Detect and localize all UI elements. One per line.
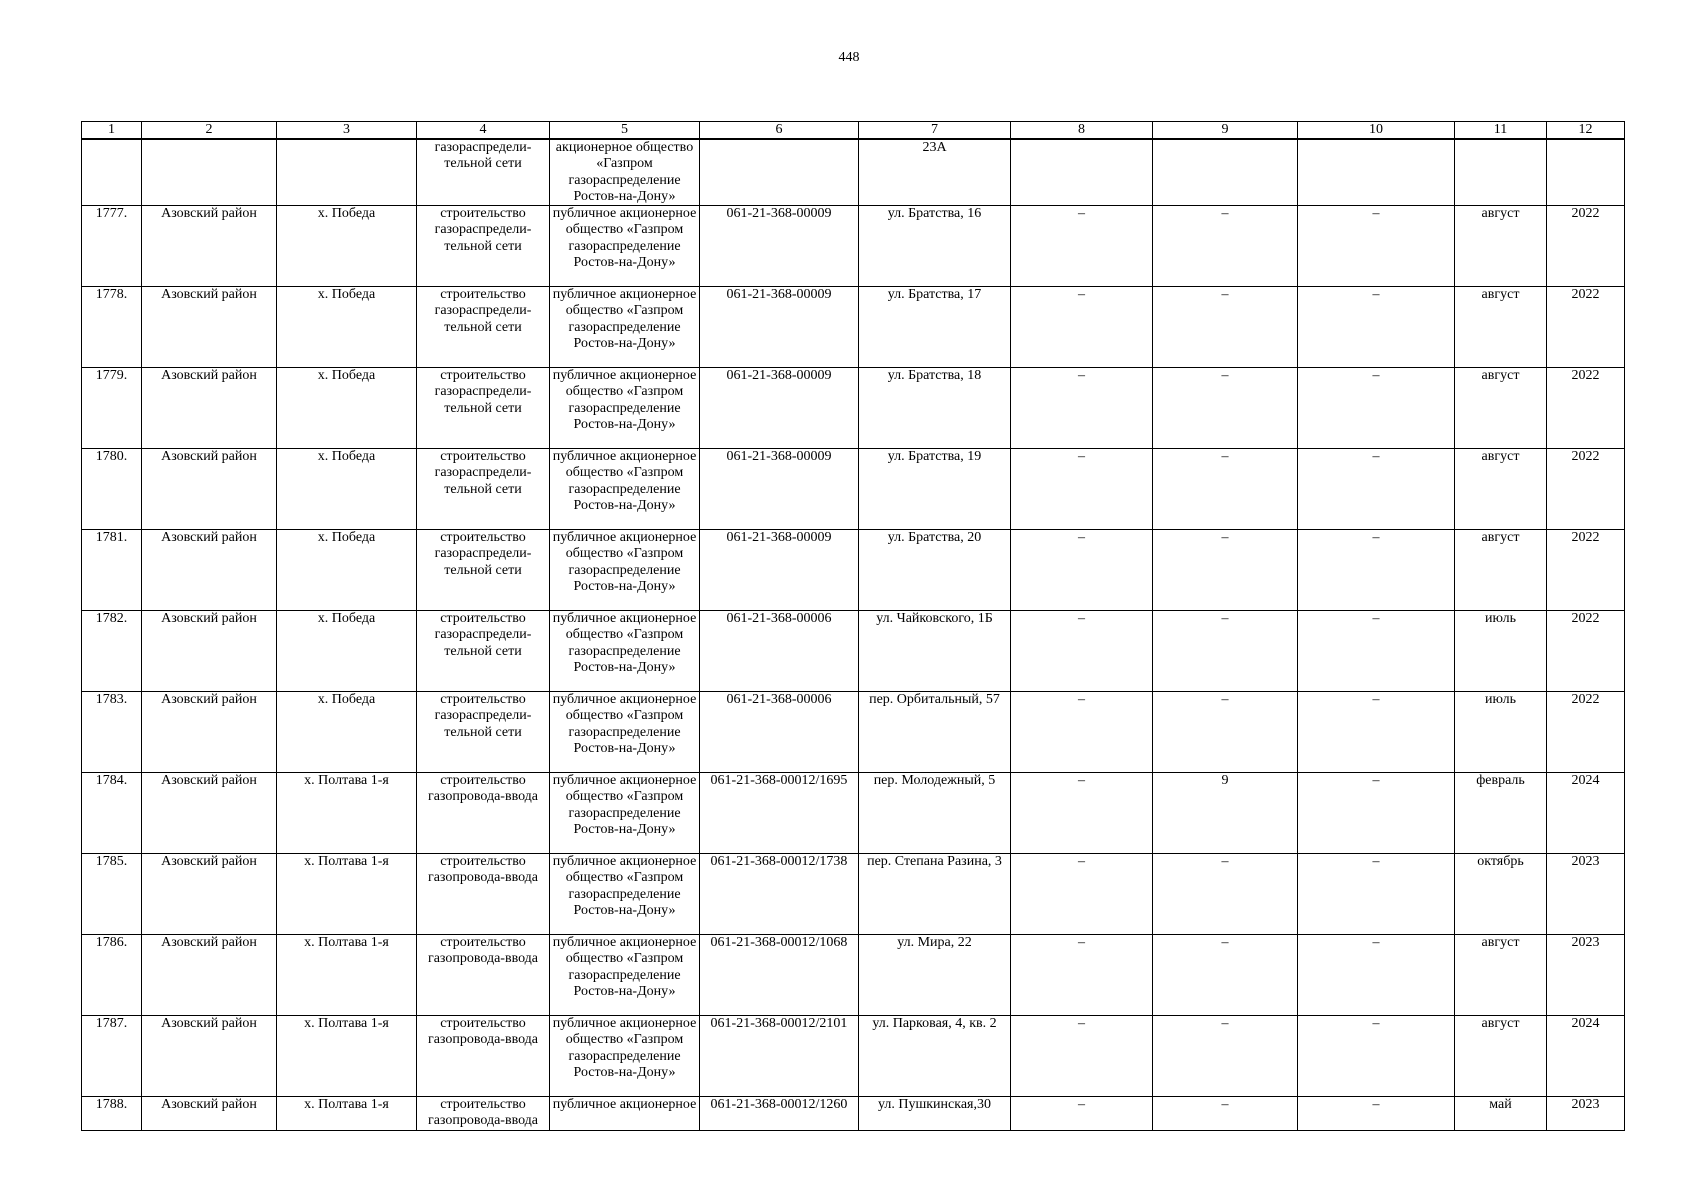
cell-district: Азовский район xyxy=(142,1016,277,1097)
cell-address: ул. Братства, 18 xyxy=(859,368,1011,449)
cell-district xyxy=(142,139,277,206)
cell-organization: публичное акционерное общество «Газпром газораспределение Ростов-на-Дону» xyxy=(550,611,700,692)
column-header: 8 xyxy=(1011,122,1153,140)
cell-col9: – xyxy=(1153,530,1298,611)
cell-address: ул. Мира, 22 xyxy=(859,935,1011,1016)
cell-number: 1780. xyxy=(82,449,142,530)
cell-work: строительство газораспредели-тельной сети xyxy=(417,530,550,611)
cell-month xyxy=(1455,139,1547,206)
cell-work: строительство газопровода-ввода xyxy=(417,773,550,854)
cell-year: 2024 xyxy=(1547,1016,1625,1097)
cell-col8: – xyxy=(1011,287,1153,368)
cell-work: газораспредели-тельной сети xyxy=(417,139,550,206)
cell-code: 061-21-368-00006 xyxy=(700,611,859,692)
cell-district: Азовский район xyxy=(142,206,277,287)
cell-settlement: х. Победа xyxy=(277,692,417,773)
cell-col10: – xyxy=(1298,287,1455,368)
cell-col9: – xyxy=(1153,611,1298,692)
cell-district: Азовский район xyxy=(142,935,277,1016)
cell-col8: – xyxy=(1011,1016,1153,1097)
cell-organization: публичное акционерное общество «Газпром газораспределение Ростов-на-Дону» xyxy=(550,449,700,530)
cell-district: Азовский район xyxy=(142,530,277,611)
cell-year: 2024 xyxy=(1547,773,1625,854)
column-header: 12 xyxy=(1547,122,1625,140)
cell-code: 061-21-368-00009 xyxy=(700,530,859,611)
cell-work: строительство газораспредели-тельной сети xyxy=(417,611,550,692)
cell-address: ул. Братства, 19 xyxy=(859,449,1011,530)
cell-address: ул. Братства, 20 xyxy=(859,530,1011,611)
cell-organization: публичное акционерное общество «Газпром газораспределение Ростов-на-Дону» xyxy=(550,287,700,368)
cell-col10: – xyxy=(1298,773,1455,854)
cell-organization: публичное акционерное общество «Газпром газораспределение Ростов-на-Дону» xyxy=(550,854,700,935)
cell-organization: публичное акционерное общество «Газпром газораспределение Ростов-на-Дону» xyxy=(550,692,700,773)
cell-organization: публичное акционерное общество «Газпром газораспределение Ростов-на-Дону» xyxy=(550,935,700,1016)
table-row xyxy=(82,611,1625,692)
column-header: 1 xyxy=(82,122,142,140)
cell-work: строительство газораспредели-тельной сети xyxy=(417,449,550,530)
cell-col10: – xyxy=(1298,1016,1455,1097)
table-row xyxy=(82,530,1625,611)
table-row xyxy=(82,773,1625,854)
cell-month: февраль xyxy=(1455,773,1547,854)
cell-settlement: х. Полтава 1-я xyxy=(277,773,417,854)
cell-district: Азовский район xyxy=(142,368,277,449)
column-number-row xyxy=(82,122,1625,140)
cell-address: ул. Братства, 16 xyxy=(859,206,1011,287)
cell-col10 xyxy=(1298,139,1455,206)
cell-col9: – xyxy=(1153,206,1298,287)
table-row xyxy=(82,206,1625,287)
column-header: 7 xyxy=(859,122,1011,140)
table-row xyxy=(82,935,1625,1016)
table-row xyxy=(82,287,1625,368)
cell-organization: публичное акционерное общество «Газпром газораспределение Ростов-на-Дону» xyxy=(550,368,700,449)
cell-settlement: х. Полтава 1-я xyxy=(277,854,417,935)
cell-settlement: х. Победа xyxy=(277,206,417,287)
cell-code: 061-21-368-00009 xyxy=(700,206,859,287)
cell-address: ул. Братства, 17 xyxy=(859,287,1011,368)
cell-year: 2022 xyxy=(1547,206,1625,287)
cell-col8: – xyxy=(1011,206,1153,287)
cell-month: август xyxy=(1455,368,1547,449)
cell-district: Азовский район xyxy=(142,773,277,854)
cell-col8: – xyxy=(1011,611,1153,692)
column-header: 11 xyxy=(1455,122,1547,140)
cell-settlement xyxy=(277,139,417,206)
cell-month: июль xyxy=(1455,692,1547,773)
cell-settlement: х. Победа xyxy=(277,368,417,449)
cell-address: ул. Пушкинская,30 xyxy=(859,1097,1011,1131)
cell-code: 061-21-368-00012/1695 xyxy=(700,773,859,854)
cell-address: пер. Орбитальный, 57 xyxy=(859,692,1011,773)
cell-col8: – xyxy=(1011,449,1153,530)
cell-col10: – xyxy=(1298,206,1455,287)
cell-col9: – xyxy=(1153,692,1298,773)
cell-address: 23А xyxy=(859,139,1011,206)
cell-col8: – xyxy=(1011,773,1153,854)
cell-month: май xyxy=(1455,1097,1547,1131)
table-row xyxy=(82,368,1625,449)
cell-number: 1786. xyxy=(82,935,142,1016)
cell-number: 1787. xyxy=(82,1016,142,1097)
cell-address: ул. Чайковского, 1Б xyxy=(859,611,1011,692)
cell-work: строительство газопровода-ввода xyxy=(417,935,550,1016)
cell-col10: – xyxy=(1298,1097,1455,1131)
cell-district: Азовский район xyxy=(142,854,277,935)
cell-col8 xyxy=(1011,139,1153,206)
cell-settlement: х. Победа xyxy=(277,530,417,611)
page-number: 448 xyxy=(838,50,860,65)
cell-month: август xyxy=(1455,449,1547,530)
table-row xyxy=(82,1097,1625,1131)
cell-col10: – xyxy=(1298,692,1455,773)
cell-month: август xyxy=(1455,287,1547,368)
cell-number: 1777. xyxy=(82,206,142,287)
cell-number: 1778. xyxy=(82,287,142,368)
cell-settlement: х. Полтава 1-я xyxy=(277,935,417,1016)
cell-month: август xyxy=(1455,935,1547,1016)
cell-year: 2023 xyxy=(1547,854,1625,935)
cell-work: строительство газопровода-ввода xyxy=(417,1016,550,1097)
cell-number: 1788. xyxy=(82,1097,142,1131)
cell-work: строительство газораспредели-тельной сети xyxy=(417,368,550,449)
cell-number: 1784. xyxy=(82,773,142,854)
cell-code xyxy=(700,139,859,206)
column-header: 10 xyxy=(1298,122,1455,140)
cell-col8: – xyxy=(1011,368,1153,449)
cell-year: 2022 xyxy=(1547,611,1625,692)
table-row xyxy=(82,449,1625,530)
cell-col9: 9 xyxy=(1153,773,1298,854)
cell-organization: публичное акционерное общество «Газпром газораспределение Ростов-на-Дону» xyxy=(550,773,700,854)
cell-work: строительство газораспредели-тельной сети xyxy=(417,287,550,368)
cell-organization: публичное акционерное общество «Газпром газораспределение Ростов-на-Дону» xyxy=(550,206,700,287)
cell-number: 1782. xyxy=(82,611,142,692)
cell-district: Азовский район xyxy=(142,1097,277,1131)
cell-col9: – xyxy=(1153,935,1298,1016)
cell-organization: публичное акционерное общество «Газпром газораспределение Ростов-на-Дону» xyxy=(550,1016,700,1097)
cell-year: 2023 xyxy=(1547,935,1625,1016)
cell-number xyxy=(82,139,142,206)
cell-code: 061-21-368-00012/2101 xyxy=(700,1016,859,1097)
column-header: 9 xyxy=(1153,122,1298,140)
cell-year xyxy=(1547,139,1625,206)
cell-month: август xyxy=(1455,1016,1547,1097)
cell-year: 2023 xyxy=(1547,1097,1625,1131)
cell-col10: – xyxy=(1298,854,1455,935)
column-header: 4 xyxy=(417,122,550,140)
cell-code: 061-21-368-00006 xyxy=(700,692,859,773)
cell-address: ул. Парковая, 4, кв. 2 xyxy=(859,1016,1011,1097)
cell-number: 1779. xyxy=(82,368,142,449)
cell-code: 061-21-368-00012/1260 xyxy=(700,1097,859,1131)
cell-district: Азовский район xyxy=(142,287,277,368)
cell-col9: – xyxy=(1153,1016,1298,1097)
cell-code: 061-21-368-00009 xyxy=(700,287,859,368)
cell-settlement: х. Победа xyxy=(277,287,417,368)
table-row xyxy=(82,1016,1625,1097)
cell-month: август xyxy=(1455,206,1547,287)
cell-col9: – xyxy=(1153,287,1298,368)
cell-code: 061-21-368-00009 xyxy=(700,368,859,449)
cell-number: 1781. xyxy=(82,530,142,611)
continuation-row xyxy=(82,139,1625,206)
column-header: 6 xyxy=(700,122,859,140)
cell-code: 061-21-368-00012/1068 xyxy=(700,935,859,1016)
cell-code: 061-21-368-00009 xyxy=(700,449,859,530)
cell-year: 2022 xyxy=(1547,449,1625,530)
cell-code: 061-21-368-00012/1738 xyxy=(700,854,859,935)
cell-settlement: х. Победа xyxy=(277,449,417,530)
cell-col8: – xyxy=(1011,692,1153,773)
cell-col9: – xyxy=(1153,854,1298,935)
cell-col9: – xyxy=(1153,1097,1298,1131)
cell-col10: – xyxy=(1298,611,1455,692)
cell-work: строительство газораспредели-тельной сети xyxy=(417,206,550,287)
cell-month: июль xyxy=(1455,611,1547,692)
cell-settlement: х. Полтава 1-я xyxy=(277,1016,417,1097)
cell-organization: публичное акционерное xyxy=(550,1097,700,1131)
cell-year: 2022 xyxy=(1547,530,1625,611)
cell-col9: – xyxy=(1153,449,1298,530)
column-header: 2 xyxy=(142,122,277,140)
cell-district: Азовский район xyxy=(142,449,277,530)
cell-organization: акционерное общество «Газпром газораспределение Ростов-на-Дону» xyxy=(550,139,700,206)
column-header: 3 xyxy=(277,122,417,140)
cell-work: строительство газопровода-ввода xyxy=(417,854,550,935)
cell-col10: – xyxy=(1298,935,1455,1016)
cell-col10: – xyxy=(1298,449,1455,530)
cell-col8: – xyxy=(1011,1097,1153,1131)
cell-year: 2022 xyxy=(1547,368,1625,449)
cell-col10: – xyxy=(1298,530,1455,611)
cell-address: пер. Степана Разина, 3 xyxy=(859,854,1011,935)
cell-year: 2022 xyxy=(1547,692,1625,773)
cell-col8: – xyxy=(1011,854,1153,935)
cell-settlement: х. Победа xyxy=(277,611,417,692)
cell-work: строительство газораспредели-тельной сети xyxy=(417,692,550,773)
table-row xyxy=(82,854,1625,935)
cell-address: пер. Молодежный, 5 xyxy=(859,773,1011,854)
column-header: 5 xyxy=(550,122,700,140)
cell-col8: – xyxy=(1011,530,1153,611)
cell-work: строительство газопровода-ввода xyxy=(417,1097,550,1131)
cell-month: октябрь xyxy=(1455,854,1547,935)
cell-col9: – xyxy=(1153,368,1298,449)
table-row xyxy=(82,692,1625,773)
cell-col10: – xyxy=(1298,368,1455,449)
cell-organization: публичное акционерное общество «Газпром газораспределение Ростов-на-Дону» xyxy=(550,530,700,611)
cell-col9 xyxy=(1153,139,1298,206)
register-table xyxy=(81,121,1625,1131)
cell-month: август xyxy=(1455,530,1547,611)
cell-settlement: х. Полтава 1-я xyxy=(277,1097,417,1131)
cell-district: Азовский район xyxy=(142,692,277,773)
cell-col8: – xyxy=(1011,935,1153,1016)
cell-number: 1785. xyxy=(82,854,142,935)
cell-number: 1783. xyxy=(82,692,142,773)
cell-district: Азовский район xyxy=(142,611,277,692)
cell-year: 2022 xyxy=(1547,287,1625,368)
